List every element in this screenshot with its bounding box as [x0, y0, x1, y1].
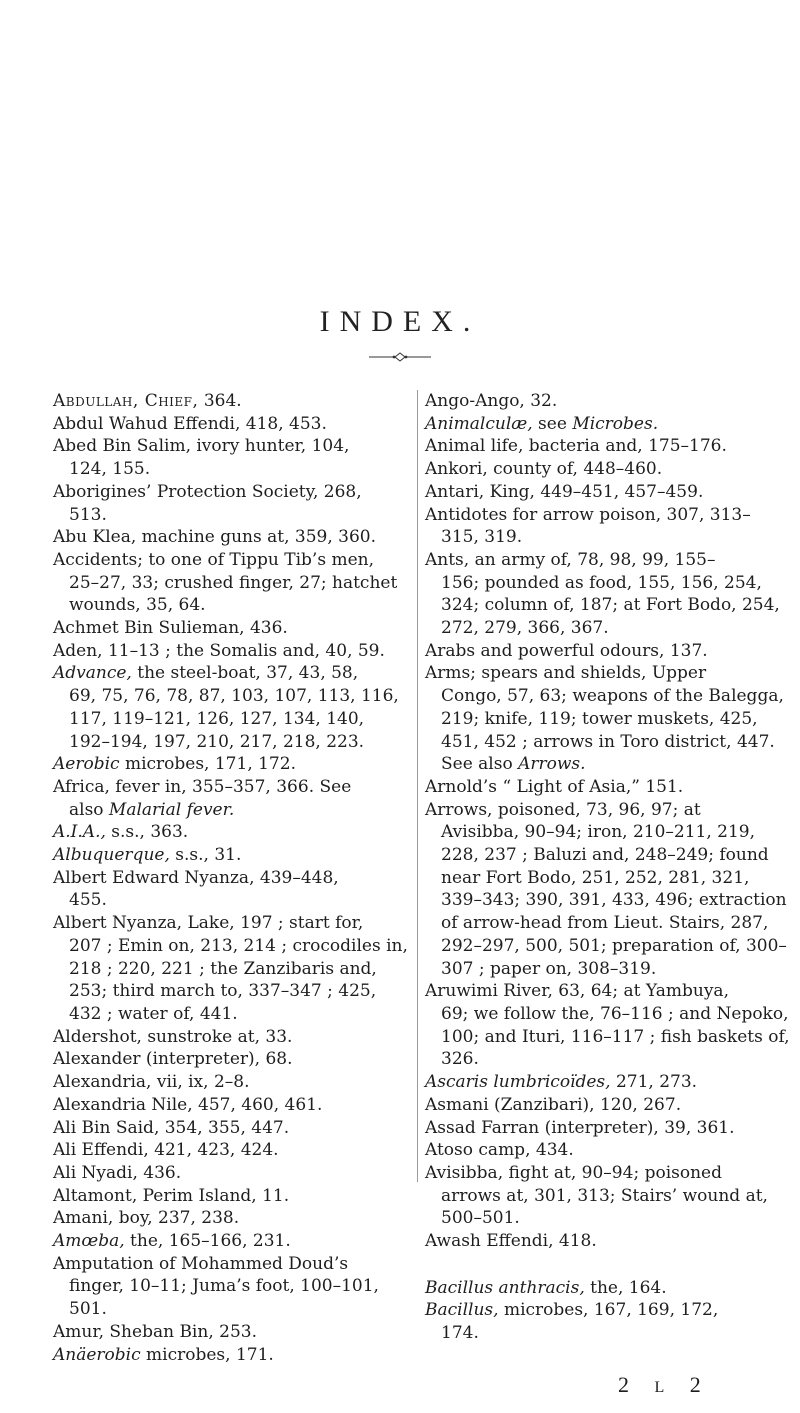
left-column	[53, 390, 408, 1366]
entry-heading: Bacillus anthracis,	[425, 1277, 585, 1298]
entry-text: Alexandria, vii, ix, 2–8.	[53, 1072, 250, 1093]
index-entry	[53, 844, 408, 867]
index-entry	[425, 549, 790, 640]
index-entry	[53, 549, 408, 617]
index-entry	[425, 1094, 790, 1117]
entry-continuation-text: 25–27, 33; crushed finger, 27; hatchet wounds, 35, 64.	[69, 572, 398, 616]
entry-text: Abu Klea, machine guns at, 359, 360.	[53, 527, 377, 548]
signature-mark	[618, 1372, 711, 1398]
index-entry	[53, 1117, 408, 1140]
entry-continuation	[425, 1322, 790, 1345]
entry-continuation	[425, 1185, 790, 1230]
index-entry	[53, 1344, 408, 1367]
entry-text: Altamont, Perim Island, 11.	[53, 1185, 290, 1206]
entry-text: s.s., 363.	[105, 822, 189, 843]
entry-continuation	[53, 504, 408, 527]
entry-continuation-text: 455.	[69, 890, 107, 911]
entry-text: Ali Effendi, 421, 423, 424.	[53, 1140, 279, 1161]
entry-text: Ali Bin Said, 354, 355, 447.	[53, 1117, 290, 1138]
entry-text: Avisibba, fight at, 90–94; poisoned	[425, 1162, 722, 1183]
entry-text: 271, 273.	[610, 1072, 698, 1093]
page-title: INDEX.	[319, 305, 481, 338]
entry-continuation	[53, 1275, 408, 1320]
entry-gap	[425, 1253, 790, 1277]
entry-text: the, 164.	[584, 1277, 667, 1298]
index-entry	[53, 1185, 408, 1208]
entry-text: Albert Nyanza, Lake, 197 ; start for,	[53, 913, 364, 934]
entry-heading: Albuquerque,	[53, 845, 170, 866]
entry-heading: Ascaris lumbricoïdes,	[425, 1072, 611, 1093]
entry-text: Arabs and powerful odours, 137.	[425, 640, 708, 661]
entry-continuation	[53, 458, 408, 481]
entry-text: Ants, an army of, 78, 98, 99, 155–	[425, 549, 716, 570]
entry-text: the steel-boat, 37, 43, 58,	[131, 663, 359, 684]
entry-text: Assad Farran (interpreter), 39, 361.	[425, 1117, 735, 1138]
entry-text: microbes, 171, 172.	[119, 754, 296, 775]
entry-continuation	[53, 685, 408, 753]
entry-continuation-text: Avisibba, 90–94; iron, 210–211, 219, 228, 237 ; Baluzi and, 248–249; found near Fort Bodo, 251, 252, 281, 321, 339–343; 390, 391, 433, 496; extraction of arrow-head from Lieut. Stairs, 287, 292–297, 500, 501; preparation of, 300–307 ; paper on, 308–319.	[441, 822, 787, 979]
entry-text: Ankori, county of, 448–460.	[425, 459, 663, 480]
entry-text: Aborigines’ Protection Society, 268,	[53, 481, 362, 502]
index-entry	[53, 413, 408, 436]
entry-continuation	[425, 572, 790, 640]
index-entry	[53, 435, 408, 480]
signature-right: 2	[689, 1372, 711, 1397]
entry-text: Amani, boy, 237, 238.	[53, 1208, 240, 1229]
entry-text: Alexander (interpreter), 68.	[53, 1049, 293, 1070]
entry-text: microbes, 171.	[140, 1344, 274, 1365]
entry-heading: Advance,	[53, 663, 132, 684]
index-entry	[425, 776, 790, 799]
entry-text: s.s., 31.	[169, 845, 242, 866]
entry-continuation	[425, 1003, 790, 1071]
index-entry	[425, 980, 790, 1071]
index-entry	[425, 504, 790, 549]
entry-continuation-text: 315, 319.	[441, 527, 523, 548]
index-entry	[53, 1139, 408, 1162]
index-entry	[53, 662, 408, 753]
entry-continuation-text: 69, 75, 76, 78, 87, 103, 107, 113, 116, 117, 119–121, 126, 127, 134, 140, 192–194, 197, 210, 217, 218, 223.	[69, 686, 399, 752]
entry-text: Amputation of Mohammed Doud’s	[53, 1253, 349, 1274]
index-entry	[53, 481, 408, 526]
index-entry	[425, 1299, 790, 1344]
index-entry	[53, 821, 408, 844]
index-entry	[53, 640, 408, 663]
index-entry	[425, 1162, 790, 1230]
entry-text: Antari, King, 449–451, 457–459.	[425, 481, 704, 502]
index-entry	[425, 1277, 790, 1300]
entry-continuation	[53, 889, 408, 912]
entry-text: Aldershot, sunstroke at, 33.	[53, 1026, 293, 1047]
entry-continuation-text: 124, 155.	[69, 459, 151, 480]
index-entry	[425, 481, 790, 504]
entry-text: Atoso camp, 434.	[425, 1140, 574, 1161]
index-entry	[53, 1071, 408, 1094]
index-entry	[53, 753, 408, 776]
ornament-divider	[365, 350, 435, 364]
index-entry	[425, 1117, 790, 1140]
entry-text: Arnold’s “ Light of Asia,” 151.	[425, 776, 684, 797]
entry-text: Aden, 11–13 ; the Somalis and, 40, 59.	[53, 640, 385, 661]
signature-middle: L	[654, 1379, 675, 1396]
index-entry	[425, 799, 790, 981]
index-entry	[53, 1253, 408, 1321]
index-entry	[53, 1230, 408, 1253]
index-entry	[53, 776, 408, 821]
entry-text: Animal life, bacteria and, 175–176.	[425, 436, 727, 457]
entry-text: see	[532, 413, 573, 434]
entry-text: Asmani (Zanzibari), 120, 267.	[425, 1094, 682, 1115]
entry-continuation-text: arrows at, 301, 313; Stairs’ wound at, 500–501.	[441, 1185, 768, 1229]
index-entry	[425, 640, 790, 663]
entry-text: Ango-Ango, 32.	[425, 391, 558, 411]
entry-heading: Animalculæ,	[425, 413, 533, 434]
entry-heading: Anäerobic	[53, 1344, 141, 1365]
entry-heading: Bacillus,	[425, 1300, 499, 1321]
entry-text: Abed Bin Salim, ivory hunter, 104,	[53, 436, 350, 457]
entry-continuation	[425, 685, 790, 776]
entry-heading: Abdullah, Chief,	[53, 391, 199, 411]
entry-text: Antidotes for arrow poison, 307, 313–	[425, 504, 751, 525]
entry-continuation	[425, 526, 790, 549]
entry-heading: Amœba,	[53, 1231, 125, 1252]
entry-continuation-text: 156; pounded as food, 155, 156, 254, 324; column of, 187; at Fort Bodo, 254, 272, 279, 366, 367.	[441, 572, 780, 639]
entry-text: Abdul Wahud Effendi, 418, 453.	[53, 413, 327, 434]
index-entry	[425, 1230, 790, 1253]
signature-left: 2	[618, 1372, 639, 1397]
column-divider	[417, 390, 418, 1182]
entry-text: Awash Effendi, 418.	[425, 1231, 597, 1252]
index-entry	[425, 1139, 790, 1162]
entry-text: Africa, fever in, 355–357, 366. See	[53, 776, 352, 797]
index-entry	[53, 390, 408, 413]
entry-text: Albert Edward Nyanza, 439–448,	[53, 867, 339, 888]
entry-text: Achmet Bin Sulieman, 436.	[53, 618, 288, 639]
entry-text: Ali Nyadi, 436.	[53, 1162, 182, 1183]
entry-text: Arrows, poisoned, 73, 96, 97; at	[425, 799, 701, 820]
entry-text: Alexandria Nile, 457, 460, 461.	[53, 1094, 323, 1115]
entry-continuation-text: 174.	[441, 1323, 479, 1344]
entry-heading: Aerobic	[53, 754, 120, 775]
entry-continuation	[53, 799, 408, 822]
entry-text: the, 165–166, 231.	[124, 1231, 291, 1252]
entry-continuation	[53, 935, 408, 1026]
index-entry	[53, 1048, 408, 1071]
entry-continuation-text: also	[69, 799, 104, 820]
entry-heading: A.I.A.,	[53, 822, 106, 843]
index-entry	[425, 435, 790, 458]
index-entry	[53, 1026, 408, 1049]
entry-text: Accidents; to one of Tippu Tib’s men,	[53, 549, 374, 570]
entry-text: Aruwimi River, 63, 64; at Yambuya,	[425, 981, 729, 1002]
index-entry	[53, 526, 408, 549]
entry-continuation-text: 513.	[69, 504, 107, 525]
index-entry	[425, 458, 790, 481]
index-entry	[53, 912, 408, 1026]
entry-continuation-text: 69; we follow the, 76–116 ; and Nepoko, 100; and Ituri, 116–117 ; fish baskets of, 326.	[441, 1003, 790, 1070]
index-entry	[425, 662, 790, 776]
entry-text: microbes, 167, 169, 172,	[498, 1300, 719, 1321]
entry-cross-ref: Microbes.	[572, 413, 659, 434]
entry-continuation-text: Congo, 57, 63; weapons of the Balegga, 219; knife, 119; tower muskets, 425, 451, 452 ; arrows in Toro district, 447. See also	[441, 686, 784, 775]
entry-text: Amur, Sheban Bin, 253.	[53, 1321, 257, 1342]
entry-continuation	[425, 821, 790, 980]
index-entry	[53, 1207, 408, 1230]
index-entry	[53, 1094, 408, 1117]
entry-cross-ref: Malarial fever.	[103, 799, 235, 820]
entry-continuation	[53, 572, 408, 617]
entry-continuation-text: 207 ; Emin on, 213, 214 ; crocodiles in, 218 ; 220, 221 ; the Zanzibaris and, 253; third march to, 337–347 ; 425, 432 ; water of, 441.	[69, 935, 408, 1024]
index-entry	[53, 867, 408, 912]
entry-cross-ref: Arrows.	[512, 754, 586, 775]
right-column	[425, 390, 790, 1345]
index-entry	[425, 1071, 790, 1094]
entry-text: 364.	[198, 391, 242, 411]
index-entry	[53, 1162, 408, 1185]
index-entry	[53, 1321, 408, 1344]
index-entry	[425, 390, 790, 413]
index-entry	[53, 617, 408, 640]
entry-continuation-text: finger, 10–11; Juma’s foot, 100–101, 501.	[69, 1276, 379, 1320]
index-entry	[425, 413, 790, 436]
entry-text: Arms; spears and shields, Upper	[425, 663, 707, 684]
